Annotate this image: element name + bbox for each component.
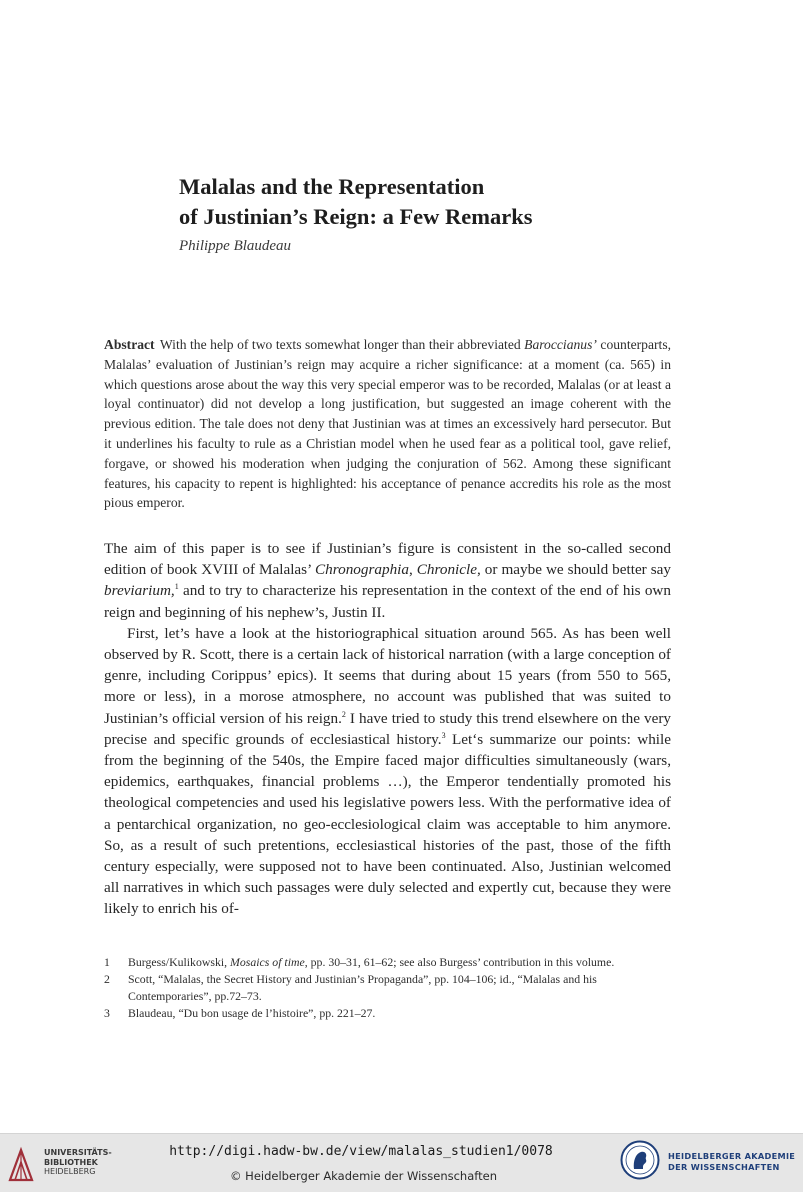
ub-line-3: HEIDELBERG [44, 1167, 96, 1176]
footnotes [104, 954, 671, 1022]
p1-text-b: , [408, 561, 417, 579]
academy-line-1: HEIDELBERGER AKADEMIE [668, 1151, 796, 1161]
footnote-number: 2 [104, 972, 110, 986]
abstract-text-a: With the help of two texts somewhat longer than their abbreviated [159, 337, 525, 352]
footnote-2 [104, 971, 671, 1005]
abstract-italic: Baroccianus’ [524, 337, 597, 352]
paragraph-2 [104, 623, 671, 920]
p1-text-c: , or maybe we should better say [476, 561, 671, 579]
viewer-footer [0, 1133, 803, 1192]
copyright-notice: © Heidelberger Akademie der Wissenschaften [230, 1169, 497, 1183]
p1-text-a: The aim of this paper is to see if Justinian’s figure is consistent in the so-called second edition of book XVIII of Malalas’ [104, 540, 671, 579]
footnote-3 [104, 1005, 671, 1022]
ub-line-1: UNIVERSITÄTS- [44, 1148, 112, 1157]
footnote-1-italic: Mosaics of time [230, 955, 305, 969]
body-text [104, 538, 671, 920]
permalink-url[interactable]: http://digi.hadw-bw.de/view/malalas_studien1/0078 [169, 1144, 553, 1159]
p2-text-b: I have tried to study this trend elsewhere on the very precise and specific grounds of ecclesiastical history. [104, 709, 672, 748]
p1-italic-chronographia: Chronographia [315, 561, 409, 579]
p2-text-c: Let‘s summarize our points: while from the beginning of the 540s, the Empire faced major difficulties simultaneously (wars, epidemics, earthquakes, financial problems …), the Emperor tendentially promoted his theological competencies and used his legislative powers less. With the performative idea of a pentarchical organization, no geo-ecclesiological claim was acceptable to him anymore. So, as a result of such pretentions, ecclesiastical histories of the past, those of the fifth century especially, were supposed not to have been continuated. Also, Justinian welcomed all narratives in which such passages were duly selected and expertly cut, because they were likely to enrich his of- [104, 730, 671, 918]
article-title [179, 172, 639, 232]
p1-italic-chronicle: Chronicle [416, 561, 477, 579]
footnote-number: 3 [104, 1006, 110, 1020]
p1-text-d: and to try to characterize his representation in the context of the end of his own reign and beginning of his nephew’s, Justin II. [104, 582, 671, 621]
footnote-text: Blaudeau, “Du bon usage de l’histoire”, pp. 221–27. [128, 1006, 376, 1020]
footnote-ref-3[interactable]: 3 [441, 730, 446, 740]
author-name: Philippe Blaudeau [179, 238, 292, 254]
title-line-1: Malalas and the Representation [179, 174, 485, 199]
abstract-text-b: counterparts, Malalas’ evaluation of Justinian’s reign may acquire a richer significance: at a moment (ca. 565) in which questions arose about the way this very special emperor was to be recorded, Malalas (or at least a loyal continuator) did not develop a long justification, but suggested an image coherent with the previous edition. The tale does not deny that Justinian was at times an excessively hard persecutor. But it underlines his faculty to rule as a Christian model when he used fear as a political tool, gave relief, forgave, or showed his moderation when judging the conjuration of 562. Among these significant features, his capacity to repent is highlighted: his acceptance of penance accredits his role as the most pious emperor. [104, 337, 672, 511]
footnote-ref-1[interactable]: 1 [174, 582, 179, 592]
title-line-2: of Justinian’s Reign: a Few Remarks [179, 204, 533, 229]
abstract [104, 335, 671, 513]
footnote-1-text-b: , pp. 30–31, 61–62; see also Burgess’ contribution in this volume. [304, 955, 615, 969]
footnote-text: Scott, “Malalas, the Secret History and Justinian’s Propaganda”, pp. 104–106; id., “Malalas and his Contemporaries”, pp.72–73. [128, 972, 597, 1003]
ub-line-2: BIBLIOTHEK [44, 1157, 98, 1167]
p1-italic-breviarium: breviarium, [104, 582, 175, 600]
paragraph-1 [104, 538, 671, 623]
footnote-text [128, 954, 671, 971]
footnote-number: 1 [104, 955, 110, 969]
abstract-label: Abstract [104, 337, 155, 352]
footnote-1 [104, 954, 671, 971]
academy-line-2: DER WISSENSCHAFTEN [668, 1162, 780, 1172]
academy-seal-logo-icon[interactable] [620, 1140, 660, 1180]
p2-text-a: First, let’s have a look at the historiographical situation around 565. As has been well observed by R. Scott, there is a certain lack of historical narration (with a large conception of genre, including Corippus’ epics). It seems that during about 15 years (from 550 to 565, more or less), in a morose atmosphere, no account was published that was suited to Justinian’s official version of his reign. [104, 624, 671, 727]
academy-name [668, 1151, 795, 1173]
footnote-1-text-a: Burgess/Kulikowski, [128, 955, 231, 969]
footnote-ref-2[interactable]: 2 [341, 709, 346, 719]
